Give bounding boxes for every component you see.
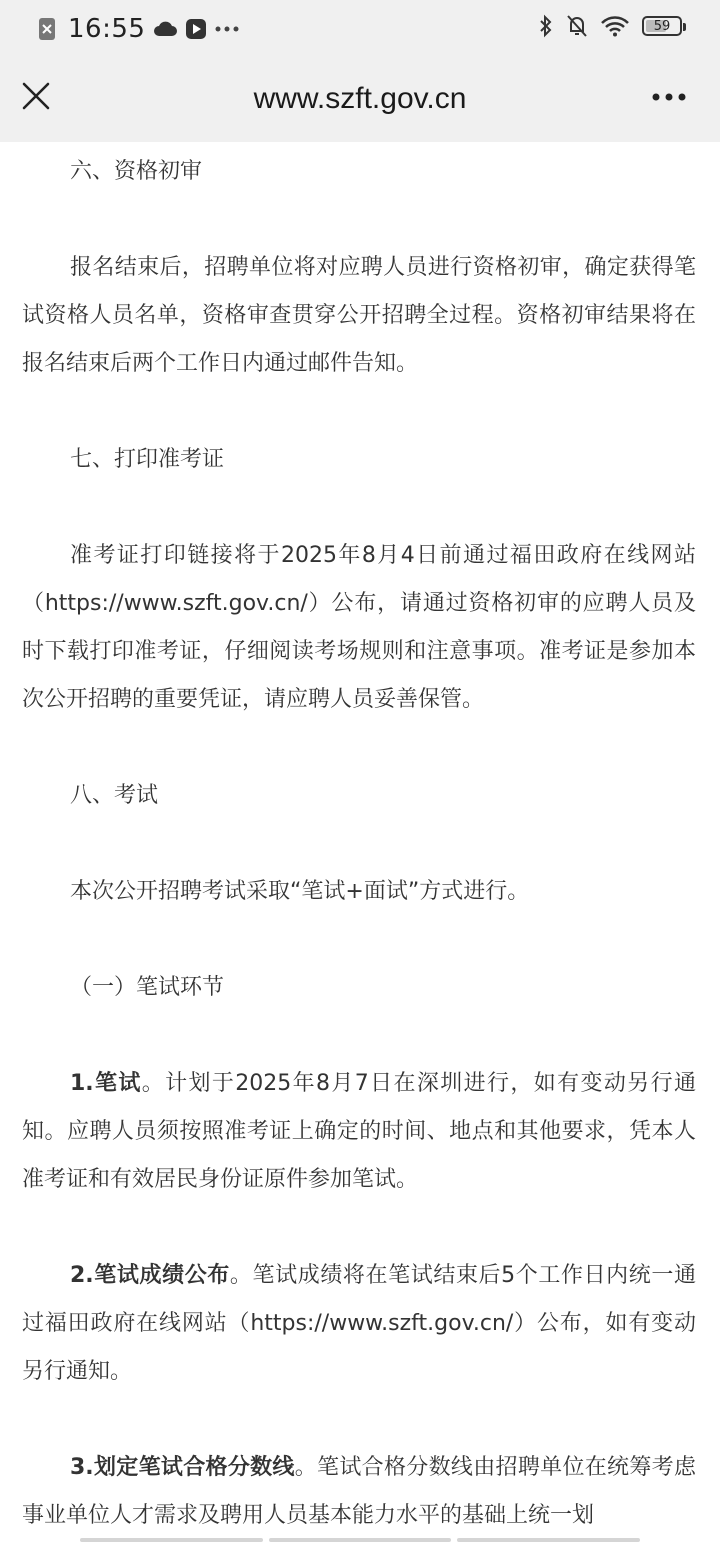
paragraph-score-release	[22, 1252, 696, 1396]
paragraph-passing-line	[22, 1444, 696, 1540]
more-options-icon[interactable]	[652, 92, 686, 102]
wifi-icon	[600, 15, 630, 37]
bold-label-passing-line: 3.划定笔试合格分数线	[70, 1455, 295, 1480]
text-score-release: 。笔试成绩将在笔试结束后5个工作日内统一通过福田政府在线网站（https://www.szft.gov.cn/）公布，如有变动另行通知。	[22, 1263, 696, 1384]
battery-level: 59	[653, 18, 671, 34]
paragraph-admission-ticket: 准考证打印链接将于2025年8月4日前通过福田政府在线网站（https://www.szft.gov.cn/）公布，请通过资格初审的应聘人员及时下载打印准考证，仔细阅读考场规则和注意事项。准考证是参加本次公开招聘的重要凭证，请应聘人员妥善保管。	[22, 543, 696, 712]
browser-header	[0, 56, 720, 142]
section-heading-admission-ticket: 七、打印准考证	[70, 447, 225, 472]
hint-segment	[457, 1538, 640, 1542]
bluetooth-icon	[538, 14, 554, 38]
page-url-title: www.szft.gov.cn	[253, 82, 467, 115]
article-content[interactable]	[0, 142, 720, 1544]
hint-segment	[80, 1538, 263, 1542]
more-dots-icon	[215, 26, 239, 32]
paragraph-qualification: 报名结束后，招聘单位将对应聘人员进行资格初审，确定获得笔试资格人员名单，资格审查贯穿公开招聘全过程。资格初审结果将在报名结束后两个工作日内通过邮件告知。	[22, 255, 696, 376]
section-heading-exam: 八、考试	[70, 783, 159, 808]
subsection-heading-written: （一）笔试环节	[70, 975, 225, 1000]
section-heading-qualification: 六、资格初审	[70, 159, 203, 184]
cloud-icon	[153, 20, 177, 38]
text-passing-line: 。笔试合格分数线由招聘单位在统筹考虑事业单位人才需求及聘用人员基本能力水平的基础上统一划	[22, 1455, 696, 1528]
status-bar	[0, 0, 720, 56]
bottom-toolbar-hint	[80, 1538, 640, 1542]
paragraph-exam-method: 本次公开招聘考试采取“笔试+面试”方式进行。	[70, 879, 530, 904]
battery-icon	[642, 16, 682, 36]
text-written-exam: 。计划于2025年8月7日在深圳进行，如有变动另行通知。应聘人员须按照准考证上确定的时间、地点和其他要求，凭本人准考证和有效居民身份证原件参加笔试。	[22, 1071, 697, 1192]
status-time: 16:55	[68, 14, 146, 44]
bold-label-score-release: 2.笔试成绩公布	[70, 1263, 230, 1288]
mute-icon	[566, 14, 588, 38]
article-body	[0, 148, 720, 1540]
bold-label-written-exam: 1.笔试	[70, 1071, 142, 1096]
paragraph-written-exam	[22, 1060, 696, 1204]
notification-icon	[38, 17, 56, 41]
hint-segment	[269, 1538, 452, 1542]
media-icon	[185, 18, 207, 40]
